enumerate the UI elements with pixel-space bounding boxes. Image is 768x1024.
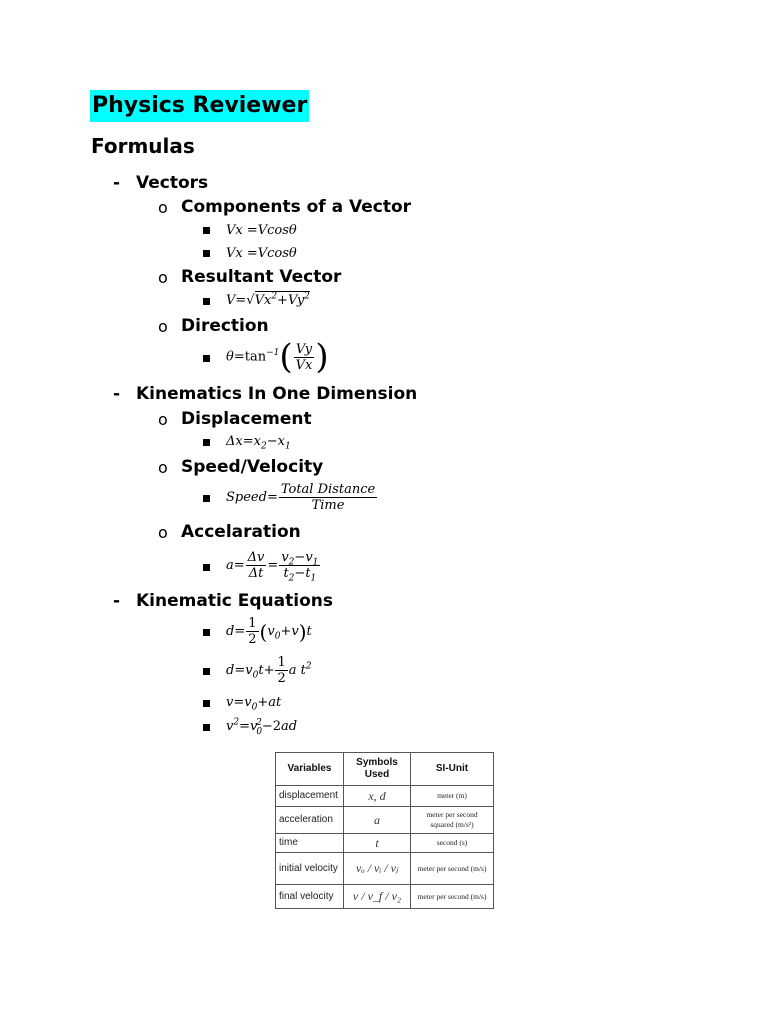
table-cell: meter per second (m/s)	[411, 885, 494, 909]
table-cell: acceleration	[276, 807, 344, 834]
table-row	[276, 786, 494, 807]
table-cell: v / v_f / v₂	[344, 885, 411, 909]
topic-kinematics: Kinematics In One Dimension	[136, 384, 418, 404]
table-cell: initial velocity	[276, 853, 344, 885]
square-bullet	[203, 668, 210, 675]
square-bullet	[203, 227, 210, 234]
topic-equations: Kinematic Equations	[136, 591, 333, 611]
dash-bullet: -	[113, 173, 121, 193]
o-bullet: o	[158, 523, 168, 542]
table-cell: a	[344, 807, 411, 834]
table-row	[276, 853, 494, 885]
table-cell: final velocity	[276, 885, 344, 909]
subtopic-displacement: Displacement	[181, 409, 312, 429]
square-bullet	[203, 700, 210, 707]
formula-eq2: $d=v_0t+$ $\frac{1}{2}$ a $t^2$	[226, 655, 312, 686]
formula-eq3: $v=v_0+at$	[226, 695, 282, 713]
o-bullet: o	[158, 198, 168, 217]
document-title: Physics Reviewer	[90, 90, 309, 122]
table-cell: second (s)	[411, 834, 494, 853]
table-header: Symbols Used	[344, 753, 411, 786]
table-cell: displacement	[276, 786, 344, 807]
o-bullet: o	[158, 317, 168, 336]
square-bullet	[203, 250, 210, 257]
table-row	[276, 807, 494, 834]
formula-resultant: $V=√Vx^2+Vy^2$	[226, 291, 310, 308]
formula-eq4: $v^2=v_0^2-2ad$	[226, 717, 298, 737]
formula-components-2: Vx =Vcosθ	[226, 246, 297, 261]
table-cell: meter per second (m/s)	[411, 853, 494, 885]
formula-displacement: $\Delta x=x_2-x_1$	[226, 434, 291, 452]
square-bullet	[203, 724, 210, 731]
table-header: Variables	[276, 753, 344, 786]
table-cell: meter (m)	[411, 786, 494, 807]
formula-eq1: d= $\frac{1}{2}$ $(v_0+v)t$	[226, 616, 312, 647]
subtopic-components: Components of a Vector	[181, 197, 412, 217]
square-bullet	[203, 629, 210, 636]
square-bullet	[203, 564, 210, 571]
o-bullet: o	[158, 410, 168, 429]
section-heading: Formulas	[91, 134, 195, 158]
square-bullet	[203, 439, 210, 446]
topic-vectors: Vectors	[136, 173, 209, 193]
table-cell: x, d	[344, 786, 411, 807]
square-bullet	[203, 495, 210, 502]
si-unit-table	[275, 752, 494, 909]
o-bullet: o	[158, 458, 168, 477]
square-bullet	[203, 298, 210, 305]
subtopic-acceleration: Accelaration	[181, 522, 301, 542]
formula-direction: $\theta=\tan^{-1}$( $\frac{Vy}{Vx}$ )	[226, 337, 329, 377]
table-cell: meter per second squared (m/s²)	[411, 807, 494, 834]
formula-components-1: Vx =Vcosθ	[226, 223, 297, 238]
formula-acceleration: a= $\frac{\Delta v}{\Delta t}$ = $\frac{v_2-v_1}{t_2-t_1}$	[226, 550, 319, 584]
formula-speed: Speed= $\frac{\text{Total Distance}}{\text{Time}}$	[226, 482, 376, 513]
subtopic-speed: Speed/Velocity	[181, 457, 324, 477]
table-header: SI-Unit	[411, 753, 494, 786]
table-cell: vₒ / vᵢ / vⱼ	[344, 853, 411, 885]
dash-bullet: -	[113, 591, 121, 611]
subtopic-resultant: Resultant Vector	[181, 267, 342, 287]
table-cell: t	[344, 834, 411, 853]
table-row	[276, 885, 494, 909]
dash-bullet: -	[113, 384, 121, 404]
table-cell: time	[276, 834, 344, 853]
subtopic-direction: Direction	[181, 316, 269, 336]
o-bullet: o	[158, 268, 168, 287]
square-bullet	[203, 355, 210, 362]
table-row	[276, 834, 494, 853]
